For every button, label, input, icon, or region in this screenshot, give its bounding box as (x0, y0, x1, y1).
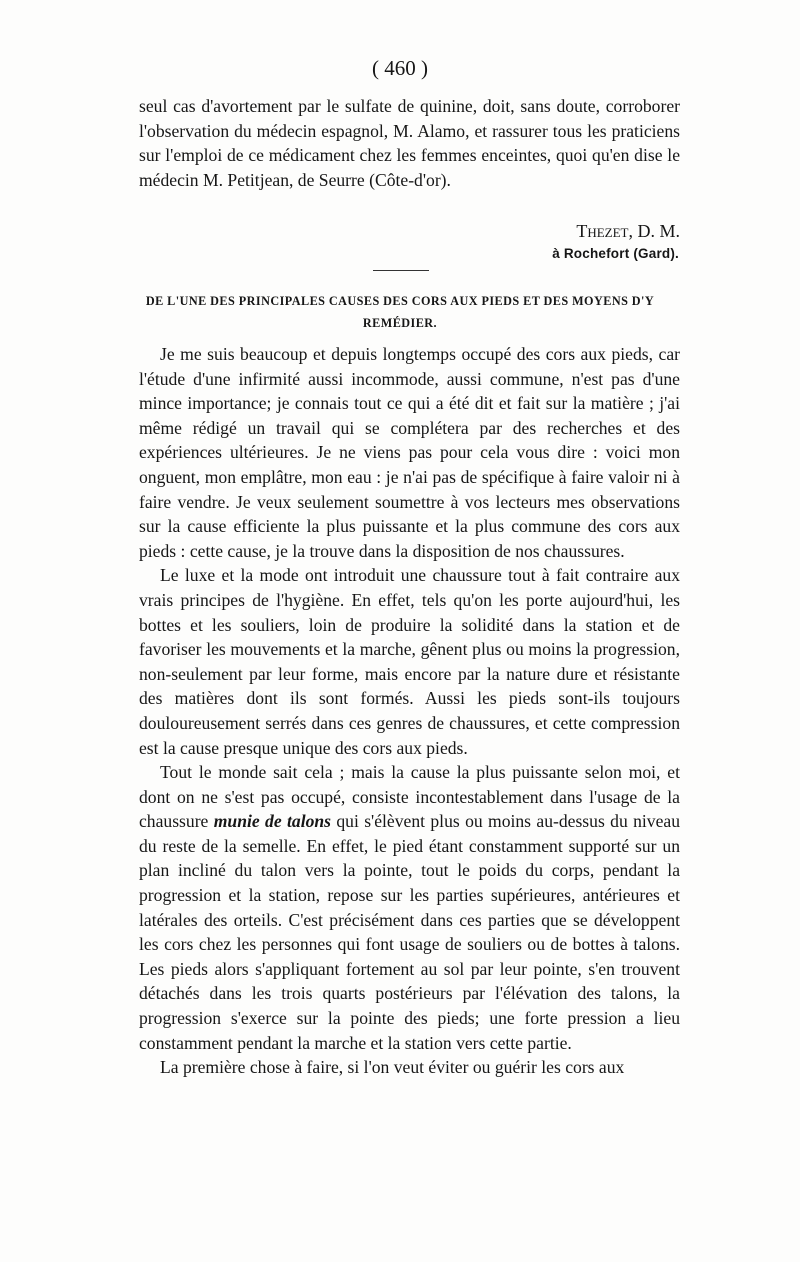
author-signature (576, 220, 680, 242)
intro-text-block (139, 94, 680, 192)
body-paragraph-1: Je me suis beaucoup et depuis longtemps occupé des cors aux pieds, car l'étude d'une infirmité aussi incommode, aussi commune, n'est pas d'une mince importance; je connais tout ce qui a été dit et fait sur la matière ; j'ai même rédigé un travail qui se complétera par des recherches et des expériences ultérieures. Je ne viens pas pour cela vous dire : voici mon onguent, mon emplâtre, mon eau : je n'ai pas de spécifique à faire valoir ni à faire vendre. Je veux seulement soumettre à vos lecteurs mes observations sur la cause efficiente la plus puissante et la plus commune des cors aux pieds : cette cause, je la trouve dans la disposition de nos chaussures. (139, 344, 680, 561)
body-paragraph-2: Le luxe et la mode ont introduit une chaussure tout à fait contraire aux vrais principes de l'hygiène. En effet, tels qu'on les porte aujourd'hui, les bottes et les souliers, loin de produire la solidité dans la station et de favoriser les mouvements et la marche, gênent plus ou moins la progression, non-seulement par leur forme, mais encore par la nature dure et résistante des matières dont ils sont formés. Aussi les pieds sont-ils toujours douloureusement serrés dans ces genres de chaussures, et cette compression est la cause presque unique des cors aux pieds. (139, 565, 680, 758)
body-paragraph-3-before: Tout le monde sait cela ; mais la cause la plus puissante selon moi, et dont on ne s'est pas occupé, consiste incontestablement dans l'usage de la chaussure (139, 762, 680, 832)
author-name: Thezet, D. M. (576, 221, 680, 241)
intro-paragraph: seul cas d'avortement par le sulfate de quinine, doit, sans doute, corroborer l'observation du médecin espagnol, M. Alamo, et rassurer tous les praticiens sur l'emploi de ce médicament chez les femmes enceintes, quoi qu'en dise le médecin M. Petitjean, de Seurre (Côte-d'or). (139, 96, 680, 190)
article-body (139, 342, 680, 1080)
page-number: ( 460 ) (372, 56, 428, 80)
body-paragraph-3 (139, 760, 680, 1055)
emphasis-munie-de-talons: munie de talons (213, 811, 332, 832)
body-paragraph-4: La première chose à faire, si l'on veut éviter ou guérir les cors aux (160, 1057, 625, 1078)
author-location: à Rochefort (Gard). (552, 246, 679, 261)
section-title: DE L'UNE DES PRINCIPALES CAUSES DES CORS AUX PIEDS ET DES MOYENS D'Y REMÉDIER. (145, 294, 655, 330)
section-divider (373, 270, 429, 271)
body-paragraph-3-after: qui s'élèvent plus ou moins au-dessus du niveau du reste de la semelle. En effet, le pied étant constamment supporté sur un plan incliné du talon vers la pointe, tout le poids du corps, pendant la progression et la station, repose sur les parties supérieures, antérieures et latérales des orteils. C'est précisément dans ces parties que se développent les cors chez les personnes qui font usage de souliers ou de bottes à talons. Les pieds alors s'appliquant fortement au sol par leur pointe, s'en trouvent détachés dans les trois quarts postérieurs par l'élévation des talons, la progression s'exerce sur la pointe des pieds; une forte pression a lieu constamment pendant la marche et la station vers cette partie. (139, 811, 680, 1053)
